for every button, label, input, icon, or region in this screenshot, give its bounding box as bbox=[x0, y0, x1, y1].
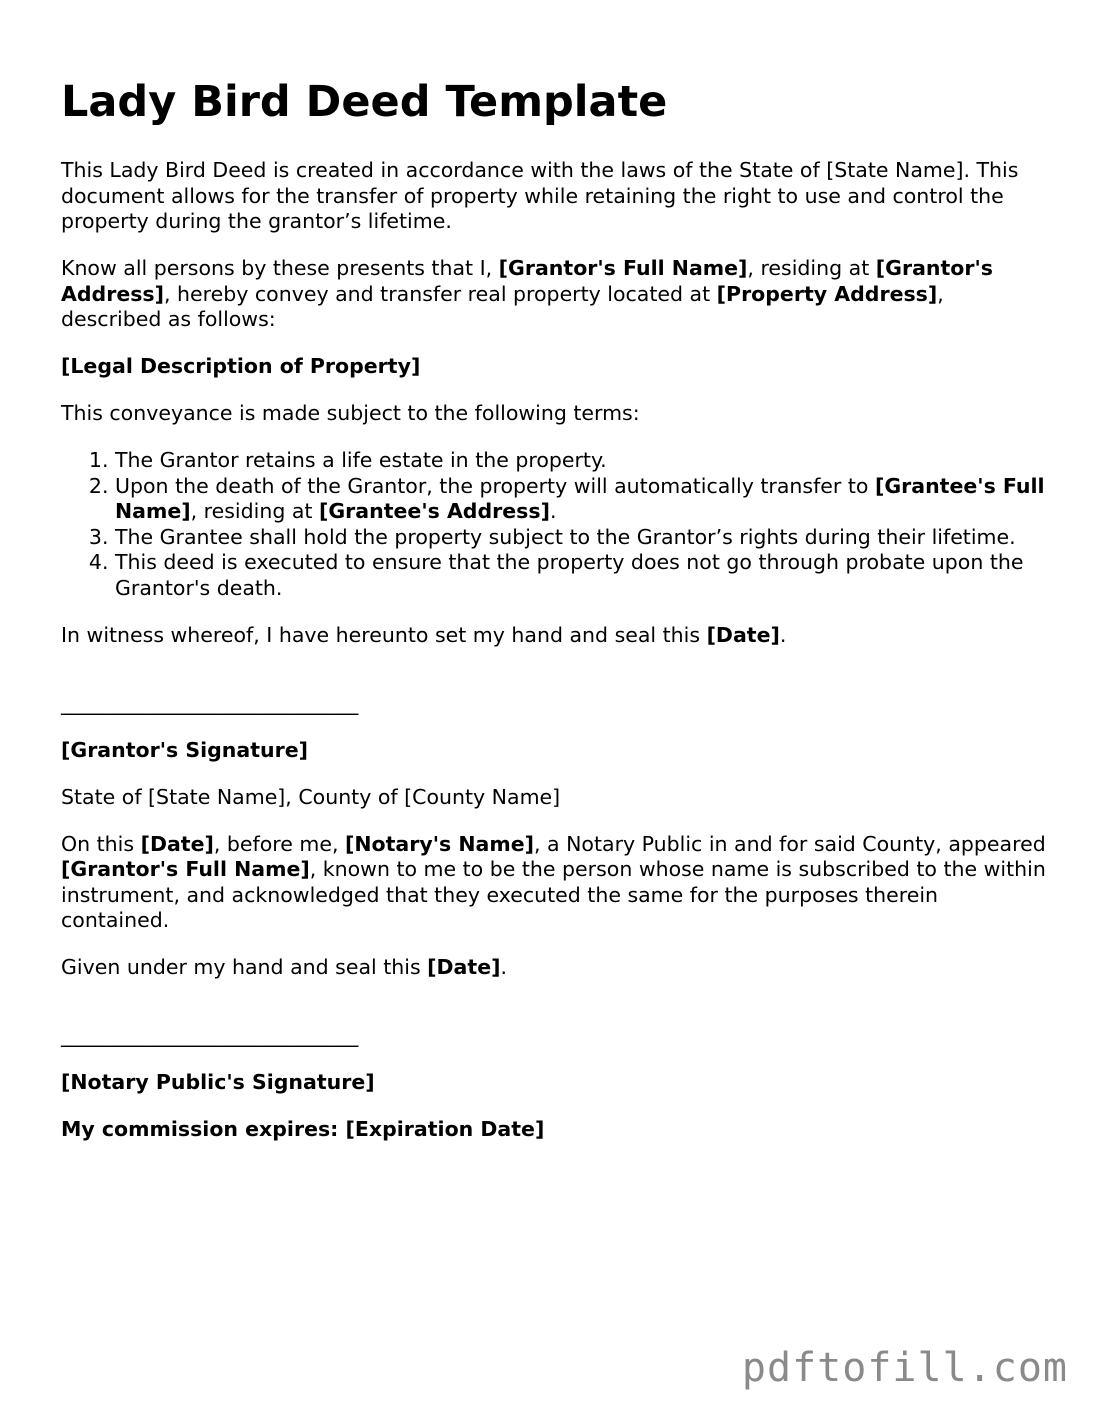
grantor-signature-label bbox=[61, 738, 1046, 764]
notary-name-placeholder: [Notary's Name] bbox=[345, 831, 534, 856]
notary-date-placeholder: [Date] bbox=[140, 831, 214, 856]
commission-expiration bbox=[61, 1117, 1046, 1143]
given-date-placeholder: [Date] bbox=[427, 955, 501, 979]
witness-text-1: In witness whereof, I have hereunto set my hand and seal this bbox=[61, 622, 707, 647]
terms-list bbox=[61, 448, 1046, 601]
conveyance-text-3: , hereby convey and transfer real property located at bbox=[164, 281, 717, 306]
given-text-2: . bbox=[500, 955, 507, 979]
legal-description-placeholder: [Legal Description of Property] bbox=[61, 354, 421, 378]
terms-intro: This conveyance is made subject to the following terms: bbox=[61, 401, 640, 425]
grantee-address-placeholder: [Grantee's Address] bbox=[318, 499, 550, 523]
notary-acknowledgment bbox=[61, 832, 1046, 934]
legal-description bbox=[61, 354, 1046, 380]
notary-grantor-name-placeholder: [Grantor's Full Name] bbox=[61, 857, 310, 881]
conveyance-text-4: , described as follows: bbox=[61, 281, 944, 331]
grantee-full-name-placeholder: [Grantee's Full Name] bbox=[115, 473, 1045, 523]
state-county-line: State of [State Name], County of [County Name] bbox=[61, 784, 561, 809]
term-2-text-3: . bbox=[549, 499, 557, 523]
notary-text-1: On this bbox=[61, 831, 141, 856]
grantor-full-name-placeholder: [Grantor's Full Name] bbox=[498, 256, 748, 280]
notary-signature-placeholder: [Notary Public's Signature] bbox=[61, 1070, 375, 1094]
given-paragraph bbox=[61, 955, 1046, 981]
site-watermark: pdftofill.com bbox=[741, 1345, 1068, 1391]
property-address-placeholder: [Property Address] bbox=[716, 281, 938, 306]
intro-paragraph: This Lady Bird Deed is created in accordance with the laws of the State of [State Name]. This document allows for the transfer of property while retaining the right to use and control the property during the grantor’s lifetime. bbox=[61, 158, 1019, 233]
notary-text-4: , known to me to be the person whose name is subscribed to the within instrument, and acknowledged that they executed the same for the purposes therein contained. bbox=[61, 857, 1046, 932]
conveyance-text-1: Know all persons by these presents that I, bbox=[61, 256, 499, 280]
document-page bbox=[61, 76, 1046, 1164]
notary-signature-label bbox=[61, 1070, 1046, 1096]
witness-text-2: . bbox=[779, 622, 787, 647]
commission-expiration-text: My commission expires: [Expiration Date] bbox=[61, 1117, 545, 1141]
term-item-2 bbox=[115, 474, 1046, 525]
witness-paragraph bbox=[61, 623, 1046, 649]
conveyance-text-2: , residing at bbox=[747, 256, 876, 280]
term-2-text-2: , residing at bbox=[190, 499, 319, 523]
term-item-3: 3. The Grantee shall hold the property subject to the Grantor’s rights during their lifetime. bbox=[115, 525, 1046, 551]
grantor-signature-placeholder: [Grantor's Signature] bbox=[61, 737, 309, 762]
term-2-text-1: Upon the death of the Grantor, the property will automatically transfer to bbox=[115, 473, 875, 498]
notary-signature-line: _____________________________ bbox=[61, 1023, 359, 1047]
grantor-address-placeholder: [Grantor's Address] bbox=[61, 256, 993, 306]
given-text-1: Given under my hand and seal this bbox=[61, 955, 428, 979]
term-item-4: 4. This deed is executed to ensure that the property does not go through probate upon the Grantor's death. bbox=[115, 550, 1046, 601]
conveyance-paragraph bbox=[61, 256, 1046, 333]
document-title: Lady Bird Deed Template bbox=[61, 77, 668, 127]
witness-date-placeholder: [Date] bbox=[706, 622, 780, 647]
grantor-signature-line: _____________________________ bbox=[61, 690, 359, 715]
term-item-1: 1. The Grantor retains a life estate in the property. bbox=[115, 448, 1046, 474]
notary-text-2: , before me, bbox=[213, 831, 346, 856]
notary-text-3: , a Notary Public in and for said County, appeared bbox=[533, 831, 1046, 856]
